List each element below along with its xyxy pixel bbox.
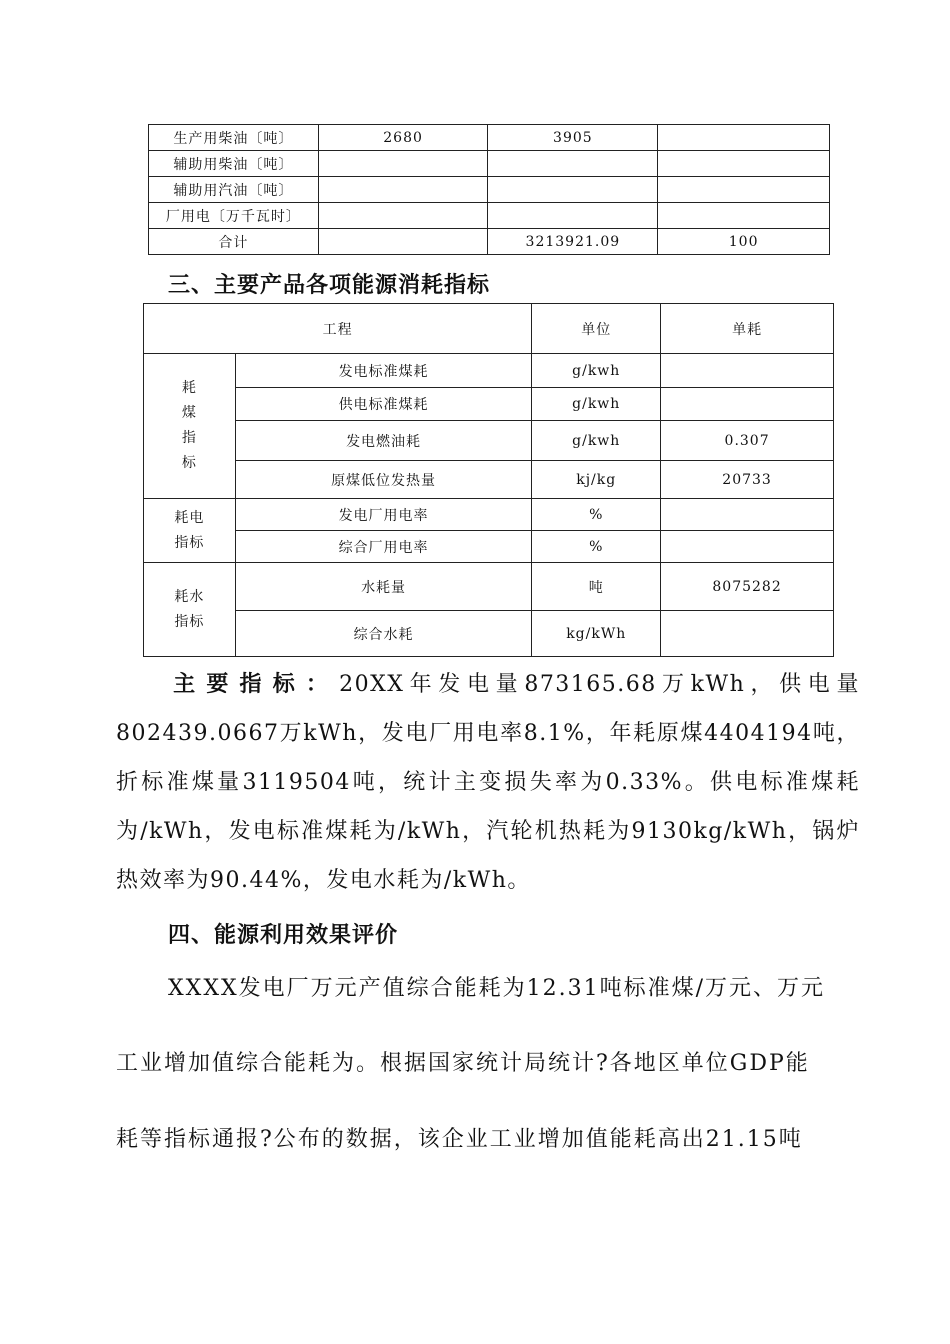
table-cell: 综合厂用电率: [235, 531, 531, 563]
table-cell: 吨: [532, 563, 661, 611]
table-cell: 水耗量: [235, 563, 531, 611]
paragraph-line: 耗等指标通报?公布的数据，该企业工业增加值能耗高出21.15吨: [116, 1127, 803, 1152]
group-label-coal: 耗 煤 指 标: [144, 354, 236, 499]
table-cell: 8075282: [661, 563, 834, 611]
section-heading: 四、能源利用效果评价: [168, 923, 399, 948]
table-cell: [318, 229, 488, 255]
table-row: [144, 611, 834, 657]
header-cell: 工程: [144, 304, 532, 354]
table-row: [144, 531, 834, 563]
table-cell: 发电厂用电率: [235, 499, 531, 531]
indicators-text: 20XX年发电量873165.68万kWh，供电量802439.0667万kWh，发电厂用电率8.1%，年耗原煤4404194吨，折标准煤量3119504吨，统计主变损失率为0.33%。供电标准煤耗为/kWh，发电标准煤耗为/kWh，汽轮机热耗为9130kg/kWh，锅炉热效率为90.44%，发电水耗为/kWh。: [116, 672, 860, 893]
table-row: [144, 563, 834, 611]
table-cell: g/kwh: [532, 421, 661, 461]
table-cell: 3213921.09: [488, 229, 658, 255]
table-row: [149, 151, 830, 177]
table-cell: [661, 354, 834, 388]
group-label-electricity: 耗电 指标: [144, 499, 236, 563]
group-label-water: 耗水 指标: [144, 563, 236, 657]
table-cell: [658, 151, 830, 177]
table-cell: 辅助用汽油〔吨〕: [149, 177, 319, 203]
table-row: [144, 388, 834, 421]
table-cell: [661, 531, 834, 563]
header-cell: 单位: [532, 304, 661, 354]
table-cell: kg/kWh: [532, 611, 661, 657]
table-cell: [318, 177, 488, 203]
table-cell: [318, 151, 488, 177]
table-cell: 供电标准煤耗: [235, 388, 531, 421]
table-cell: [658, 203, 830, 229]
table-cell: %: [532, 531, 661, 563]
table-cell: [488, 203, 658, 229]
table-cell: 100: [658, 229, 830, 255]
table-cell: 原煤低位发热量: [235, 461, 531, 499]
paragraph-line: 工业增加值综合能耗为。根据国家统计局统计?各地区单位GDP能: [116, 1051, 810, 1076]
table-cell: 合计: [149, 229, 319, 255]
main-indicators-paragraph: [116, 660, 860, 905]
fuel-consumption-table: [148, 124, 830, 255]
table-row: [144, 421, 834, 461]
section-heading: 三、主要产品各项能源消耗指标: [168, 273, 491, 298]
table-cell: [661, 499, 834, 531]
table-cell: 2680: [318, 125, 488, 151]
table-header-row: [144, 304, 834, 354]
table-cell: [658, 177, 830, 203]
table-cell: 综合水耗: [235, 611, 531, 657]
table-cell: [488, 177, 658, 203]
table-row: [144, 499, 834, 531]
table-cell: %: [532, 499, 661, 531]
table-cell: 发电燃油耗: [235, 421, 531, 461]
table-cell: [661, 388, 834, 421]
table-cell: 0.307: [661, 421, 834, 461]
header-cell: 单耗: [661, 304, 834, 354]
table-cell: 辅助用柴油〔吨〕: [149, 151, 319, 177]
table-cell: 20733: [661, 461, 834, 499]
table-cell: kj/kg: [532, 461, 661, 499]
table-row: [149, 125, 830, 151]
table-cell: [658, 125, 830, 151]
table-row: [149, 177, 830, 203]
energy-indicator-table: [143, 303, 834, 657]
table-row: [144, 354, 834, 388]
table-row: [149, 203, 830, 229]
table-cell: [318, 203, 488, 229]
table-cell: 厂用电〔万千瓦时〕: [149, 203, 319, 229]
indicators-label: 主要指标：: [168, 672, 340, 697]
table-cell: g/kwh: [532, 388, 661, 421]
table-cell: g/kwh: [532, 354, 661, 388]
table-row: [144, 461, 834, 499]
table-cell: 发电标准煤耗: [235, 354, 531, 388]
paragraph-line: XXXX发电厂万元产值综合能耗为12.31吨标准煤/万元、万元: [168, 976, 826, 1001]
table-row-total: [149, 229, 830, 255]
table-cell: [488, 151, 658, 177]
table-cell: 生产用柴油〔吨〕: [149, 125, 319, 151]
table-cell: 3905: [488, 125, 658, 151]
table-cell: [661, 611, 834, 657]
